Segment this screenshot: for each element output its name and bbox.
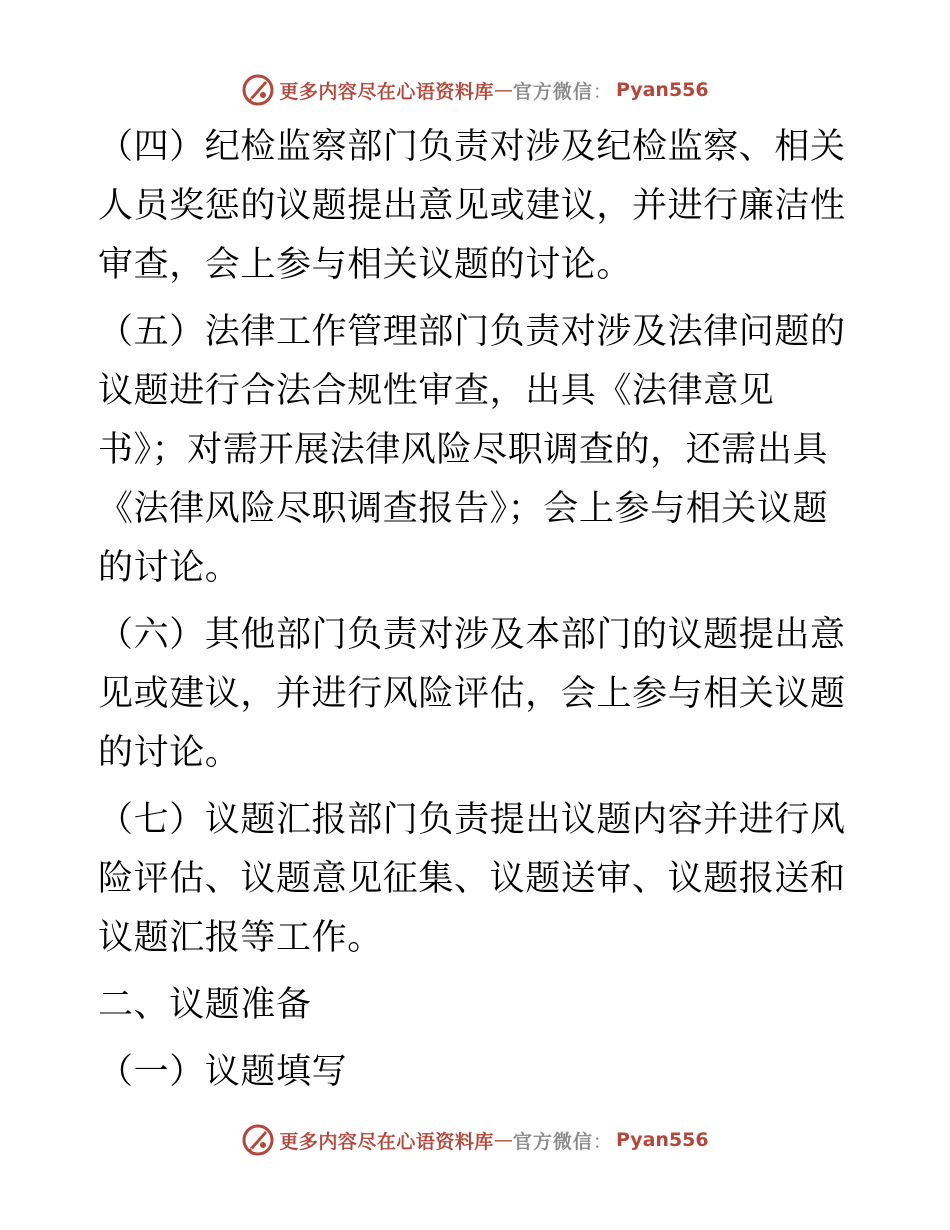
subsection-heading: （一）议题填写: [98, 1052, 348, 1092]
paragraph-5: （五）法律工作管理部门负责对涉及法律问题的议题进行合法合规性审查，出具《法律意见书》；对需开展法律风险尽职调查的，还需出具《法律风险尽职调查报告》；会上参与相关议题的讨论。: [98, 312, 846, 588]
paragraph-6: （六）其他部门负责对涉及本部门的议题提出意见或建议，并进行风险评估，会上参与相关议题的讨论。: [98, 615, 846, 773]
quill-logo-icon: [241, 73, 275, 107]
paragraph-4: （四）纪检监察部门负责对涉及纪检监察、相关人员奖惩的议题提出意见或建议，并进行廉洁性审查，会上参与相关议题的讨论。: [98, 127, 846, 285]
document-body: [98, 118, 850, 1110]
watermark-separator: ：: [592, 80, 612, 103]
watermark-label: 官方微信: [512, 80, 593, 103]
watermark-brand: 更多内容尽在心语资料库: [279, 1130, 494, 1153]
header-watermark: [0, 70, 950, 110]
watermark-id: Pyan556: [615, 1129, 709, 1151]
watermark-brand: 更多内容尽在心语资料库: [279, 80, 494, 103]
watermark-separator: ：: [592, 1130, 612, 1153]
section-heading: 二、议题准备: [98, 985, 312, 1025]
watermark-dash: —: [493, 1129, 513, 1151]
watermark-id: Pyan556: [615, 79, 709, 101]
quill-logo-icon: [241, 1123, 275, 1157]
watermark-label: 官方微信: [512, 1130, 593, 1153]
paragraph-7: （七）议题汇报部门负责提出议题内容并进行风险评估、议题意见征集、议题送审、议题报送和议题汇报等工作。: [98, 800, 846, 958]
watermark-dash: —: [493, 79, 513, 101]
footer-watermark: [0, 1120, 950, 1160]
